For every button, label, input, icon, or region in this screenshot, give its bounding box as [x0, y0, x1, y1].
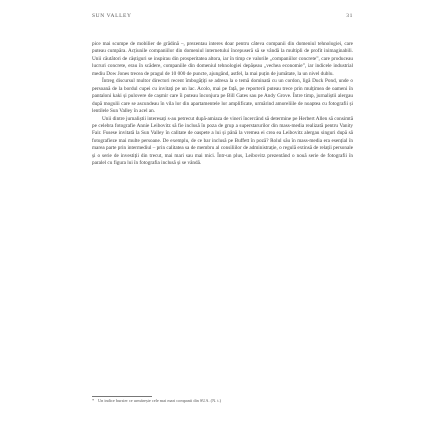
paragraph-1: pice mai scumpe de mobilier de grădină –, prezentau interes doar pentru câteva companii din domeniul tehnologiei, care puteau cumpăra. Acțiunile companiilor din domeniul internetului începuseră să se vândă la multipli de profit inimaginabili. Unii căutători de câștiguri se inspirau din prosperitatea altora, iar în timp ce valorile „companiilor concrete”, care produceau lucruri concrete, erau în scădere, companiile din domeniul tehnologiei depășeau „vechea economie”, iar indicele industrial mediu Dow Jones trecea de pragul de 10 000 de puncte, ajungând, astfel, la mai puțin de jumătate, la un nivel dublu. [92, 41, 353, 77]
paragraph-2: Întreg discursul multor directori recent îmbogățiți se adresa la o temă dominată cu un cordon, ligă Duck Pond, unde o persoană de la bordul cupei cu invitați pe un lac. Acolo, mai pe față, pe reporterii puteau trece prin mulțimea de oameni în pantaloni kaki și pulovere de cașmir care îi puteau înconjura pe Bill Gates sau pe Andy Grove. Între timp, jurnaliștii alergau după mogulii care se ascundeau în vila lor din apartamentele lor amplificate, urmărind amoreliile de noaptea cu fotografii și lentilele Sun Valley în acel an. [92, 78, 353, 115]
footnote-divider [92, 396, 152, 397]
paragraph-3: Unii dintre jurnaliștii interesați s-au petrecut după-amiaza de vineri încercând să determine pe Herbert Allen să consimtă pe celebra fotografie Annie Leibovitz să fie inclusă în poza de grup a superstarurilor din mass-media realizată pentru Vanity Fair. Fusese invitată la Sun Valley în calitate de oaspete a lui și până la vremea ei crea ea Leibovitz alergau singuri după să fotografieze mai multe persoane. De exemplu, de ce bar inclusă pe Buffett în poză? Rolul său în mass-media era esențial în marea parte prin intermediul – prin calitatea sa de membru al consiliilor de administrație, o regulă extinsă de relații personale și o serie de investiții din trecut, mai mari sau mai mici. Într-un plus, Leibovitz prezentând o nouă serie de fotografii în paralel cu figura lui în fotografia inclusă și se vândă. [92, 115, 353, 167]
running-head-title: SUN VALLEY [92, 13, 132, 19]
body-text [92, 41, 353, 168]
footnote-marker: * [92, 398, 95, 403]
page-number: 31 [346, 13, 353, 19]
footnote-text: Un indice bursier ce urmărește cele mai mari companii din SUA. (N. t.) [98, 398, 222, 403]
running-head [92, 13, 353, 23]
footnote [92, 398, 353, 404]
